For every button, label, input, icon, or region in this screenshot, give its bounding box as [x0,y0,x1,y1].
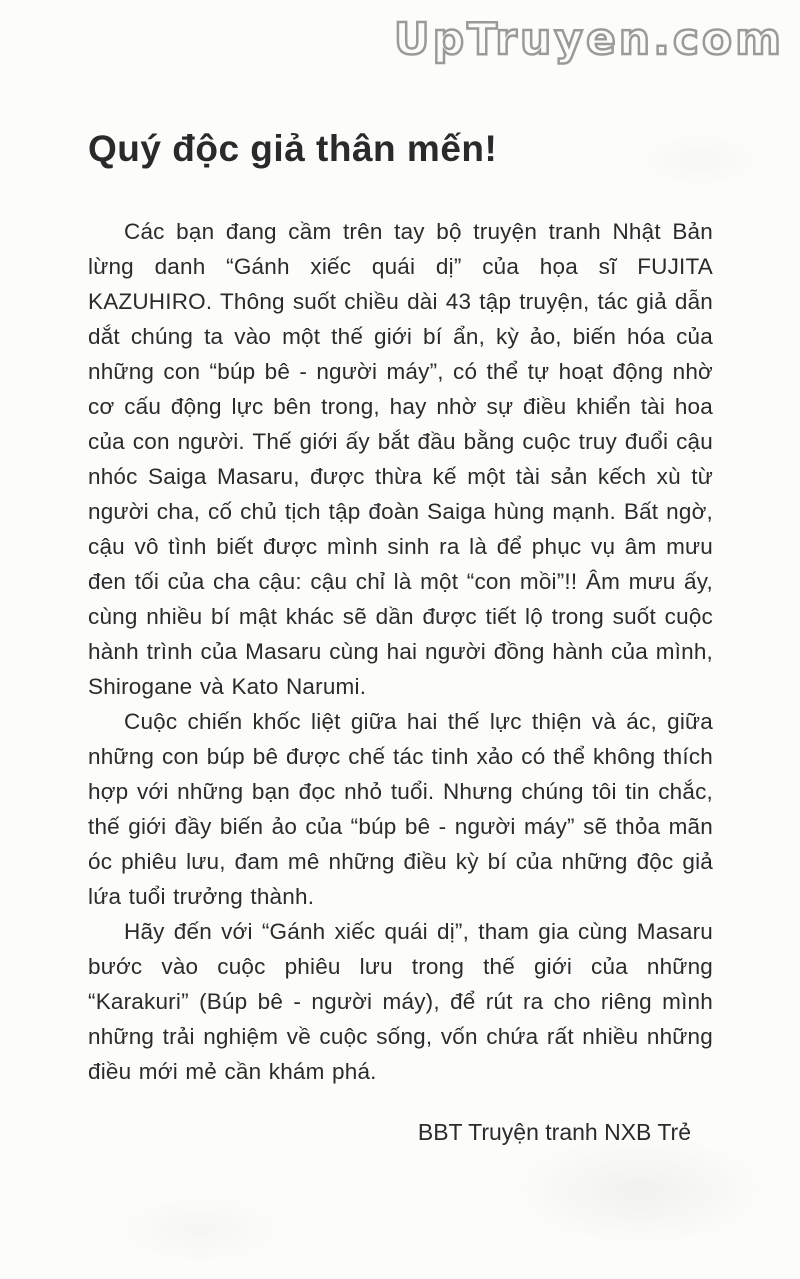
reader-letter-page [88,128,713,1150]
site-watermark: UpTruyen.com [393,14,784,65]
paragraph: Hãy đến với “Gánh xiếc quái dị”, tham gia cùng Masaru bước vào cuộc phiêu lưu trong thế giới của những “Karakuri” (Búp bê - người máy), để rút ra cho riêng mình những trải nghiệm về cuộc sống, vốn chứa rất nhiều những điều mới mẻ cần khám phá. [88,919,713,1084]
letter-body [88,214,713,1089]
paragraph: Cuộc chiến khốc liệt giữa hai thế lực thiện và ác, giữa những con búp bê được chế tác tinh xảo có thể không thích hợp với những bạn đọc nhỏ tuổi. Nhưng chúng tôi tin chắc, thế giới đầy biến ảo của “búp bê - người máy” sẽ thỏa mãn óc phiêu lưu, đam mê những điều kỳ bí của những độc giả lứa tuổi trưởng thành. [88,709,713,909]
page-title: Quý độc giả thân mến! [88,128,498,169]
signature: BBT Truyện tranh NXB Trẻ [417,1119,691,1145]
paragraph: Các bạn đang cầm trên tay bộ truyện tranh Nhật Bản lừng danh “Gánh xiếc quái dị” của họa sĩ FUJITA KAZUHIRO. Thông suốt chiều dài 43 tập truyện, tác giả dẫn dắt chúng ta vào một thế giới bí ẩn, kỳ ảo, biến hóa của những con “búp bê - người máy”, có thể tự hoạt động nhờ cơ cấu động lực bên trong, hay nhờ sự điều khiển tài hoa của con người. Thế giới ấy bắt đầu bằng cuộc truy đuổi cậu nhóc Saiga Masaru, được thừa kế một tài sản kếch xù từ người cha, cố chủ tịch tập đoàn Saiga hùng mạnh. Bất ngờ, cậu vô tình biết được mình sinh ra là để phục vụ âm mưu đen tối của cha cậu: cậu chỉ là một “con mồi”!! Âm mưu ấy, cùng nhiều bí mật khác sẽ dần được tiết lộ trong suốt cuộc hành trình của Masaru cùng hai người đồng hành của mình, Shirogane và Kato Narumi. [88,219,713,699]
